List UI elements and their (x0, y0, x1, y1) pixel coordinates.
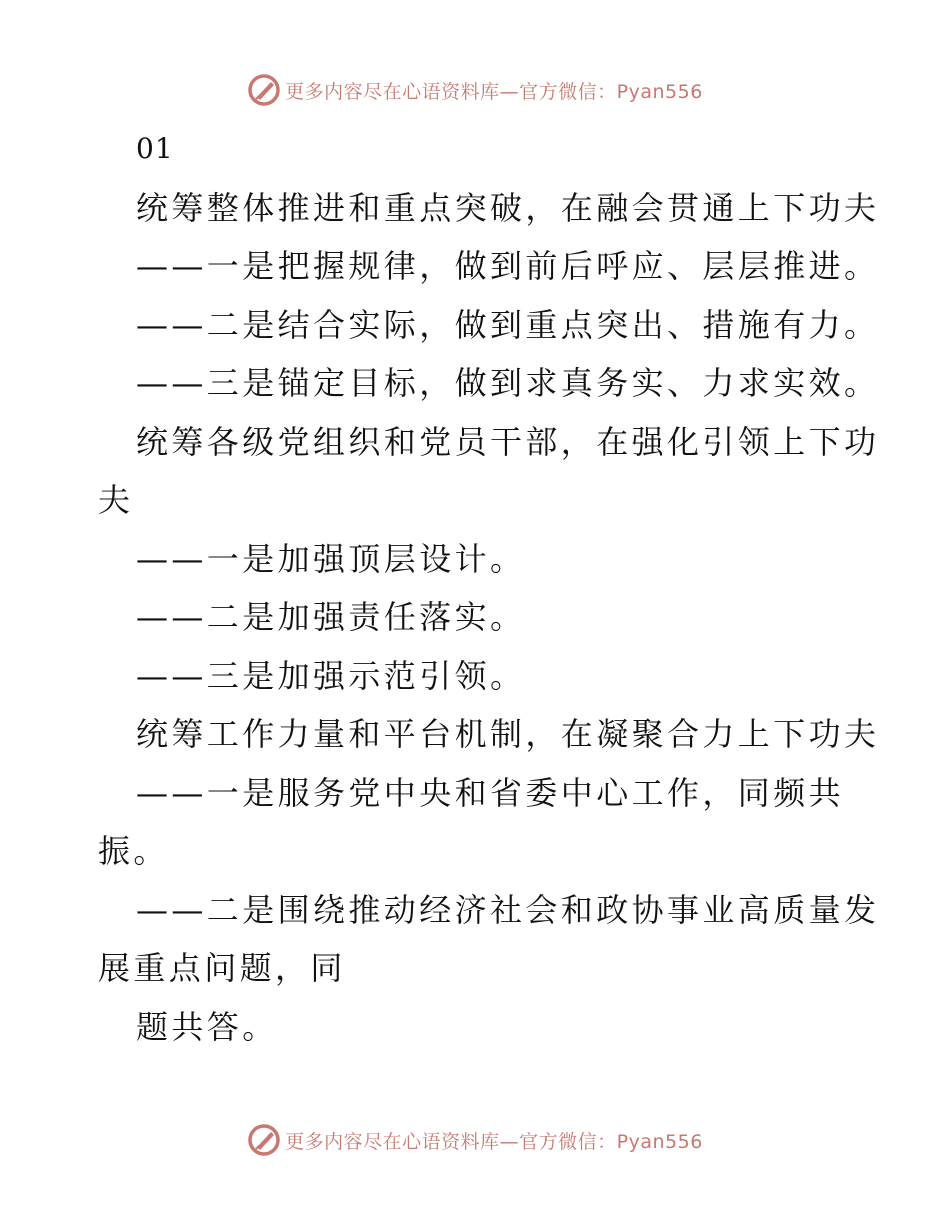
heading-2: 统筹各级党组织和党员干部，在强化引领上下功 (136, 422, 880, 461)
list-item: ——三是锚定目标，做到求真务实、力求实效。 (136, 364, 880, 402)
heading-2-continued: 夫 (98, 481, 134, 519)
heading-3: 统筹工作力量和平台机制，在凝聚合力上下功夫 (136, 715, 880, 753)
list-item-continued: 题共答。 (136, 1007, 278, 1046)
list-item: ——二是结合实际，做到重点突出、措施有力。 (136, 305, 880, 344)
list-item-continued: 振。 (98, 832, 169, 870)
section-number: 01 (136, 132, 174, 165)
quill-logo-icon (247, 73, 281, 107)
list-item: ——一是加强顶层设计。 (136, 539, 526, 578)
list-item: ——二是围绕推动经济社会和政协事业高质量发 (136, 890, 880, 929)
heading-1: 统筹整体推进和重点突破，在融会贯通上下功夫 (136, 188, 880, 227)
footer-watermark-text: 更多内容尽在心语资料库—官方微信：Pyan556 (285, 1130, 703, 1153)
quill-logo-icon (247, 1123, 281, 1157)
list-item-continued: 展重点问题，同 (98, 949, 346, 987)
list-item: ——三是加强示范引领。 (136, 656, 526, 695)
header-watermark-text: 更多内容尽在心语资料库—官方微信：Pyan556 (285, 80, 703, 103)
document-body (98, 120, 880, 1056)
list-item: ——二是加强责任落实。 (136, 598, 526, 636)
list-item: ——一是服务党中央和省委中心工作，同频共 (136, 773, 845, 812)
header-watermark (0, 70, 950, 110)
footer-watermark (0, 1120, 950, 1160)
list-item: ——一是把握规律，做到前后呼应、层层推进。 (136, 247, 880, 285)
